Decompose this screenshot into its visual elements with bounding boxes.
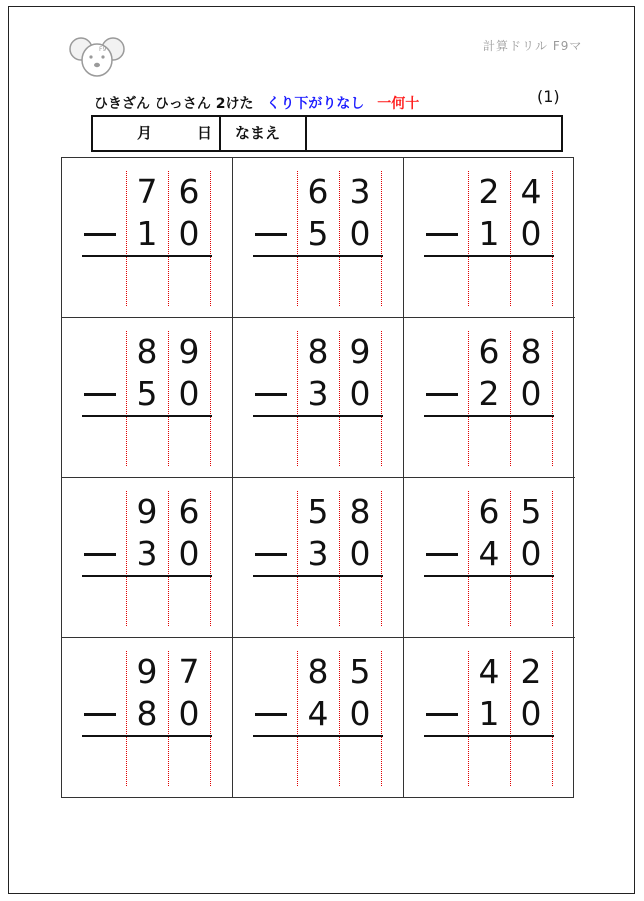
divider xyxy=(219,117,221,150)
subtrahend-ones: 0 xyxy=(178,694,200,733)
answer-rule xyxy=(424,735,554,737)
guide-line xyxy=(552,491,553,626)
answer-rule xyxy=(424,255,554,257)
minus-sign xyxy=(426,553,458,556)
minuend-ones: 3 xyxy=(349,172,371,211)
minuend-tens: 8 xyxy=(307,652,329,691)
minuend-tens: 7 xyxy=(136,172,158,211)
minus-sign xyxy=(426,393,458,396)
subtrahend-ones: 0 xyxy=(520,214,542,253)
minuend-tens: 9 xyxy=(136,652,158,691)
minuend-ones: 9 xyxy=(349,332,371,371)
name-label: なまえ xyxy=(235,124,281,142)
minuend-tens: 6 xyxy=(478,492,500,531)
minuend-ones: 4 xyxy=(520,172,542,211)
worksheet-title xyxy=(94,93,427,113)
minuend-ones: 9 xyxy=(178,332,200,371)
subtrahend-tens: 1 xyxy=(136,214,158,253)
subtrahend-tens: 8 xyxy=(136,694,158,733)
guide-line xyxy=(552,331,553,466)
guide-line xyxy=(552,171,553,306)
minus-sign xyxy=(84,393,116,396)
guide-line xyxy=(210,491,211,626)
minuend-ones: 6 xyxy=(178,172,200,211)
subtrahend-tens: 3 xyxy=(307,374,329,413)
minus-sign xyxy=(255,713,287,716)
problem-cell xyxy=(62,638,233,798)
problem-cell xyxy=(62,478,233,638)
subtrahend-ones: 0 xyxy=(349,374,371,413)
problem-cell xyxy=(62,318,233,478)
subtrahend-tens: 5 xyxy=(136,374,158,413)
guide-line xyxy=(381,491,382,626)
minus-sign xyxy=(255,233,287,236)
guide-line xyxy=(381,171,382,306)
guide-line xyxy=(210,171,211,306)
title-part-no-borrow: くり下がりなし xyxy=(266,96,365,112)
answer-rule xyxy=(253,575,383,577)
subtrahend-ones: 0 xyxy=(178,374,200,413)
minus-sign xyxy=(426,713,458,716)
subtrahend-tens: 4 xyxy=(478,534,500,573)
minuend-ones: 7 xyxy=(178,652,200,691)
month-label: 月 xyxy=(137,124,153,142)
answer-rule xyxy=(82,735,212,737)
guide-line xyxy=(381,331,382,466)
subtrahend-ones: 0 xyxy=(349,694,371,733)
subtrahend-ones: 0 xyxy=(520,534,542,573)
minuend-ones: 8 xyxy=(520,332,542,371)
brand-label: 計算ドリル F9マ xyxy=(483,39,583,53)
answer-rule xyxy=(253,255,383,257)
minus-sign xyxy=(255,553,287,556)
minuend-tens: 8 xyxy=(307,332,329,371)
subtrahend-tens: 4 xyxy=(307,694,329,733)
page-number: (1) xyxy=(537,87,560,106)
problem-cell xyxy=(404,478,575,638)
subtrahend-tens: 1 xyxy=(478,694,500,733)
minus-sign xyxy=(84,233,116,236)
minuend-tens: 2 xyxy=(478,172,500,211)
minuend-ones: 5 xyxy=(520,492,542,531)
minus-sign xyxy=(84,713,116,716)
subtrahend-ones: 0 xyxy=(178,214,200,253)
problem-grid xyxy=(61,157,574,798)
divider xyxy=(305,117,307,150)
subtrahend-tens: 5 xyxy=(307,214,329,253)
guide-line xyxy=(210,651,211,786)
minus-sign xyxy=(426,233,458,236)
title-part-subtraction: ひきざん ひっさん 2けた xyxy=(94,96,254,112)
minuend-tens: 8 xyxy=(136,332,158,371)
subtrahend-ones: 0 xyxy=(349,534,371,573)
svg-text:F9: F9 xyxy=(99,46,107,53)
mouse-mascot-icon xyxy=(69,35,125,79)
minuend-tens: 6 xyxy=(478,332,500,371)
minuend-ones: 6 xyxy=(178,492,200,531)
guide-line xyxy=(552,651,553,786)
minuend-tens: 9 xyxy=(136,492,158,531)
problem-cell xyxy=(404,318,575,478)
date-name-box xyxy=(91,115,563,152)
minuend-ones: 5 xyxy=(349,652,371,691)
minus-sign xyxy=(255,393,287,396)
subtrahend-tens: 3 xyxy=(307,534,329,573)
answer-rule xyxy=(253,415,383,417)
guide-line xyxy=(381,651,382,786)
problem-cell xyxy=(233,478,404,638)
answer-rule xyxy=(424,575,554,577)
problem-cell xyxy=(233,318,404,478)
minuend-ones: 8 xyxy=(349,492,371,531)
subtrahend-tens: 1 xyxy=(478,214,500,253)
subtrahend-ones: 0 xyxy=(520,694,542,733)
problem-cell xyxy=(233,158,404,318)
subtrahend-tens: 2 xyxy=(478,374,500,413)
guide-line xyxy=(210,331,211,466)
answer-rule xyxy=(82,255,212,257)
problem-cell xyxy=(233,638,404,798)
subtrahend-tens: 3 xyxy=(136,534,158,573)
answer-rule xyxy=(424,415,554,417)
subtrahend-ones: 0 xyxy=(349,214,371,253)
minuend-tens: 6 xyxy=(307,172,329,211)
subtrahend-ones: 0 xyxy=(178,534,200,573)
problem-cell xyxy=(404,638,575,798)
minus-sign xyxy=(84,553,116,556)
subtrahend-ones: 0 xyxy=(520,374,542,413)
day-label: 日 xyxy=(197,124,213,142)
answer-rule xyxy=(82,415,212,417)
problem-cell xyxy=(62,158,233,318)
title-part-minus-tens: 一何十 xyxy=(377,96,420,112)
answer-rule xyxy=(253,735,383,737)
problem-cell xyxy=(404,158,575,318)
minuend-tens: 4 xyxy=(478,652,500,691)
name-field[interactable] xyxy=(309,117,559,150)
minuend-ones: 2 xyxy=(520,652,542,691)
answer-rule xyxy=(82,575,212,577)
minuend-tens: 5 xyxy=(307,492,329,531)
